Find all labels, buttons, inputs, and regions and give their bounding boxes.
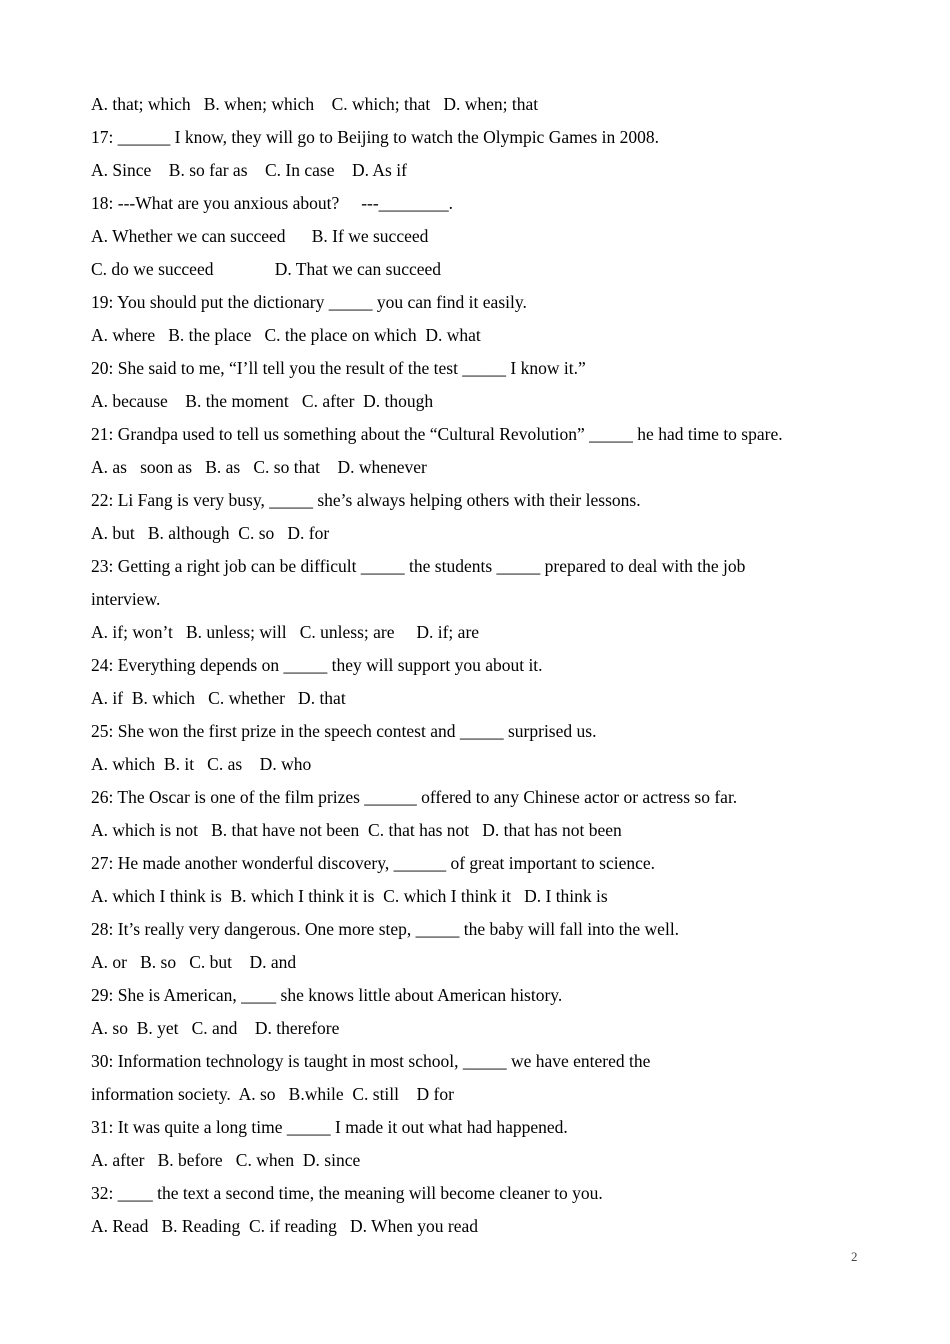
answer-options-25: A. which B. it C. as D. who — [91, 754, 312, 774]
answer-options-18-cd: C. do we succeed D. That we can succeed — [91, 259, 442, 279]
question-27: 27: He made another wonderful discovery, ______ of great important to science. — [91, 853, 656, 873]
answer-options-17: A. Since B. so far as C. In case D. As if — [91, 160, 407, 180]
question-17: 17: ______ I know, they will go to Beijing to watch the Olympic Games in 2008. — [91, 127, 660, 147]
answer-options-16: A. that; which B. when; which C. which; that D. when; that — [91, 94, 539, 114]
question-31: 31: It was quite a long time _____ I made it out what had happened. — [91, 1117, 568, 1137]
answer-options-20: A. because B. the moment C. after D. though — [91, 391, 434, 411]
page-number: 2 — [851, 1249, 858, 1264]
answer-options-26: A. which is not B. that have not been C. that has not D. that has not been — [91, 820, 622, 840]
question-18: 18: ---What are you anxious about? ---________. — [91, 193, 454, 213]
question-32: 32: ____ the text a second time, the meaning will become cleaner to you. — [91, 1183, 603, 1203]
answer-options-23: A. if; won’t B. unless; will C. unless; are D. if; are — [91, 622, 480, 642]
answer-options-29: A. so B. yet C. and D. therefore — [91, 1018, 340, 1038]
question-23-continued: interview. — [91, 589, 161, 609]
document-page — [91, 88, 891, 1243]
answer-options-21: A. as soon as B. as C. so that D. whenever — [91, 457, 427, 477]
question-23: 23: Getting a right job can be difficult _____ the students _____ prepared to deal with the job — [91, 556, 746, 576]
answer-options-32: A. Read B. Reading C. if reading D. When you read — [91, 1216, 479, 1236]
question-28: 28: It’s really very dangerous. One more step, _____ the baby will fall into the well. — [91, 919, 680, 939]
answer-options-24: A. if B. which C. whether D. that — [91, 688, 346, 708]
answer-options-27: A. which I think is B. which I think it is C. which I think it D. I think is — [91, 886, 608, 906]
question-29: 29: She is American, ____ she knows little about American history. — [91, 985, 563, 1005]
question-25: 25: She won the first prize in the speech contest and _____ surprised us. — [91, 721, 597, 741]
answer-options-22: A. but B. although C. so D. for — [91, 523, 330, 543]
question-30-continued-with-options: information society. A. so B.while C. still D for — [91, 1084, 454, 1104]
question-24: 24: Everything depends on _____ they will support you about it. — [91, 655, 543, 675]
answer-options-18-ab: A. Whether we can succeed B. If we succeed — [91, 226, 429, 246]
question-21: 21: Grandpa used to tell us something about the “Cultural Revolution” _____ he had time to spare. — [91, 424, 783, 444]
answer-options-28: A. or B. so C. but D. and — [91, 952, 297, 972]
answer-options-31: A. after B. before C. when D. since — [91, 1150, 361, 1170]
question-30: 30: Information technology is taught in most school, _____ we have entered the — [91, 1051, 651, 1071]
question-26: 26: The Oscar is one of the film prizes ______ offered to any Chinese actor or actress so far. — [91, 787, 738, 807]
question-19: 19: You should put the dictionary _____ you can find it easily. — [91, 292, 527, 312]
answer-options-19: A. where B. the place C. the place on which D. what — [91, 325, 481, 345]
question-20: 20: She said to me, “I’ll tell you the result of the test _____ I know it.” — [91, 358, 586, 378]
question-22: 22: Li Fang is very busy, _____ she’s always helping others with their lessons. — [91, 490, 641, 510]
